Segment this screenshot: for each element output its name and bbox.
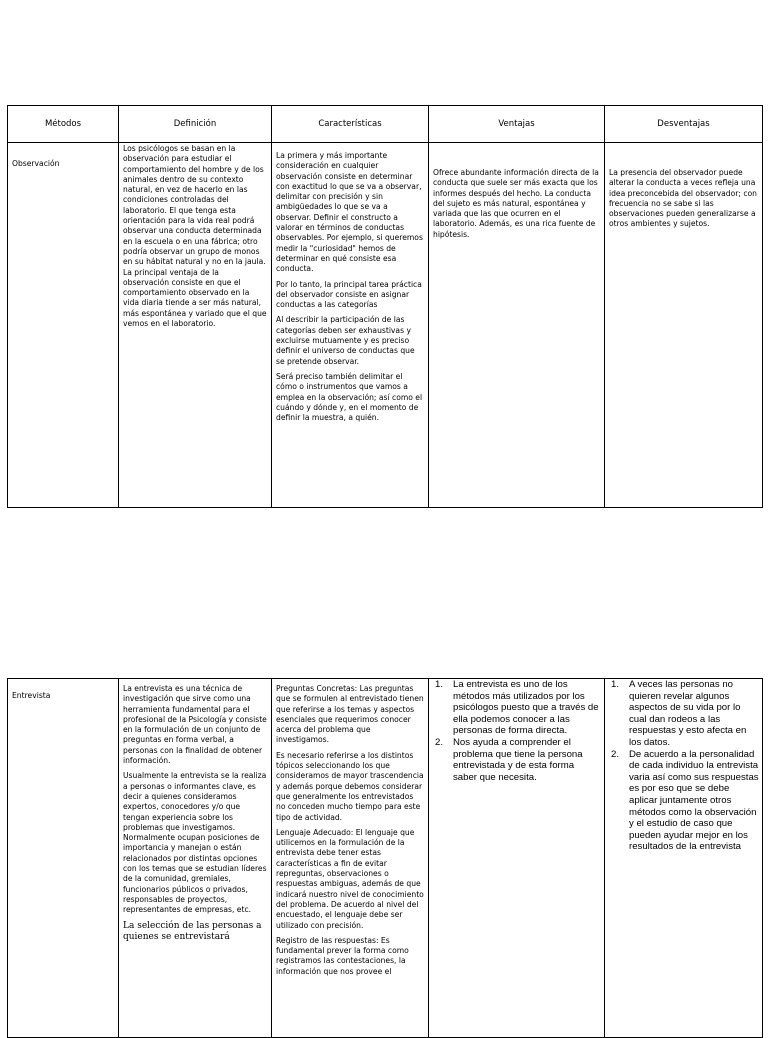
definition-text: Los psicólogos se basan en la observación para estudiar el comportamiento del hombre y de los animales dentro de su contexto natural, en vez de hacerlo en las condiciones controladas del laboratorio. El que tenga esta orientación para la vida real podrá observar una conducta determinada en la escuela o en una fábrica; otro podría observar un grupo de monos en su hábitat natural y no en la jaula. La principal ventaja de la observación consiste en que el comportamiento observado en la vida diaria tiende a ser más natural, más espontánea y variado que el que vemos en el laboratorio. (123, 144, 267, 329)
characteristics-cell (272, 679, 429, 1038)
disadvantages-cell (605, 679, 763, 1038)
characteristics-paragraph: Será preciso también delimitar el cómo o instrumentos que vamos a emplea en la observación; así como el cuándo y dónde y, en el momento de definir la muestra, a quién. (276, 371, 423, 423)
list-item (429, 737, 600, 783)
advantages-text: Ofrece abundante información directa de la conducta que suele ser más exacta que los informes después del hecho. La conducta del sujeto es más natural, espontánea y variada que las que ocurren en el laboratorio. Además, es una rica fuente de hipótesis. (433, 168, 599, 239)
definition-paragraph: Usualmente la entrevista se la realiza a personas o informantes clave, es decir a quienes consideramos expertos, conocedores y/o que tengan experiencia sobre los problemas que investigamos. Normalmente ocupan posiciones de importancia y manejan o están relacionados por distintas opciones con los temas que se estudian líderes de la comunidad, gremiales, funcionarios públicos o privados, responsables de proyectos, representantes de empresas, etc. (123, 771, 267, 915)
list-text: De acuerdo a la personalidad de cada individuo la entrevista varia así como sus respuestas es por eso que se debe aplicar juntamente otros métodos como la observación y el estudio de caso que pueden ayudar mejor en los resultados de la entrevista (629, 748, 759, 853)
method-name: Entrevista (12, 691, 51, 700)
header-metodos: Métodos (8, 106, 119, 143)
list-item (605, 679, 759, 749)
characteristics-paragraph: Lenguaje Adecuado: El lenguaje que utilicemos en la formulación de la entrevista debe tener estas características a fin de evitar repreguntas, observaciones o respuestas ambiguas, además de que indicará nuestro nivel de conocimiento del problema. De acuerdo al nivel del encuestado, el lenguaje debe ser utilizado con precisión. (276, 827, 424, 930)
characteristics-paragraph: Es necesario referirse a los distintos tópicos seleccionando los que consideramos de mayor trascendencia y además porque debemos considerar que generalmente los entrevistados no conceden mucho tiempo para este tipo de actividad. (276, 750, 424, 822)
disadvantages-cell (605, 143, 763, 508)
definition-serif-paragraph: La selección de las personas a quienes se entrevistará (123, 920, 262, 942)
characteristics-cell (272, 143, 429, 508)
characteristics-paragraph: Preguntas Concretas: Las preguntas que se formulen al entrevistado tienen que referirse a los temas y aspectos esenciales que requerimos conocer acerca del problema que investigamos. (276, 684, 424, 745)
list-number: 2. (435, 736, 444, 748)
list-number: 1. (435, 679, 444, 690)
list-number: 1. (611, 679, 620, 690)
methods-table-interview (7, 678, 763, 1038)
list-item (605, 749, 759, 853)
table-row (8, 679, 763, 1038)
header-desventajas: Desventajas (605, 106, 763, 143)
method-cell (8, 143, 119, 508)
advantages-cell (429, 143, 605, 508)
table-header-row (8, 106, 763, 143)
characteristics-paragraph: Por lo tanto, la principal tarea práctica del observador consiste en asignar conductas a las categorías (276, 279, 422, 310)
definition-cell (119, 679, 272, 1038)
list-text: A veces las personas no quieren revelar algunos aspectos de su vida por lo cual dan rodeos a las respuestas y esto afecta en los datos. (629, 679, 747, 748)
advantages-cell (429, 679, 605, 1038)
characteristics-paragraph: Al describir la participación de las categorías deben ser exhaustivas y excluirse mutuamente y es preciso definir el universo de conductas que se pretende observar. (276, 315, 415, 366)
methods-table-observation (7, 105, 763, 508)
header-ventajas: Ventajas (429, 106, 605, 143)
definition-paragraph: La entrevista es una técnica de investigación que sirve como una herramienta fundamental para el profesional de la Psicología y consiste en la formulación de un conjunto de preguntas en forma verbal, a personas con la finalidad de obtener información. (123, 684, 267, 766)
table-row (8, 143, 763, 508)
method-cell (8, 679, 119, 1038)
characteristics-paragraph: La primera y más importante consideración en cualquier observación consiste en determinar con exactitud lo que se va a observar, delimitar con precisión y sin ambigüedades lo que se va a observar. Definir el constructo a valorar en términos de conductas observables. Por ejemplo, si queremos medir la "curiosidad" hemos de determinar en qué consiste esa conducta. (276, 151, 423, 274)
characteristics-paragraph: Registro de las respuestas: Es fundamental prever la forma como registramos las contestaciones, la información que nos provee el (276, 935, 409, 976)
header-caracteristicas: Características (272, 106, 429, 143)
method-name: Observación (12, 159, 60, 168)
disadvantages-text: La presencia del observador puede alterar la conducta a veces refleja una idea preconcebida del observador; con frecuencia no se sabe si las observaciones pueden generalizarse a otros ambientes y sujetos. (609, 168, 757, 229)
header-definicion: Definición (119, 106, 272, 143)
definition-cell (119, 143, 272, 508)
list-number: 2. (611, 748, 620, 760)
list-text: Nos ayuda a comprender el problema que tiene la persona entrevistada y de esta forma saber que necesita. (453, 736, 583, 783)
list-item (429, 679, 600, 737)
list-text: La entrevista es uno de los métodos más utilizados por los psicólogos puesto que a través de ella podemos conocer a las personas de forma directa. (453, 679, 599, 737)
